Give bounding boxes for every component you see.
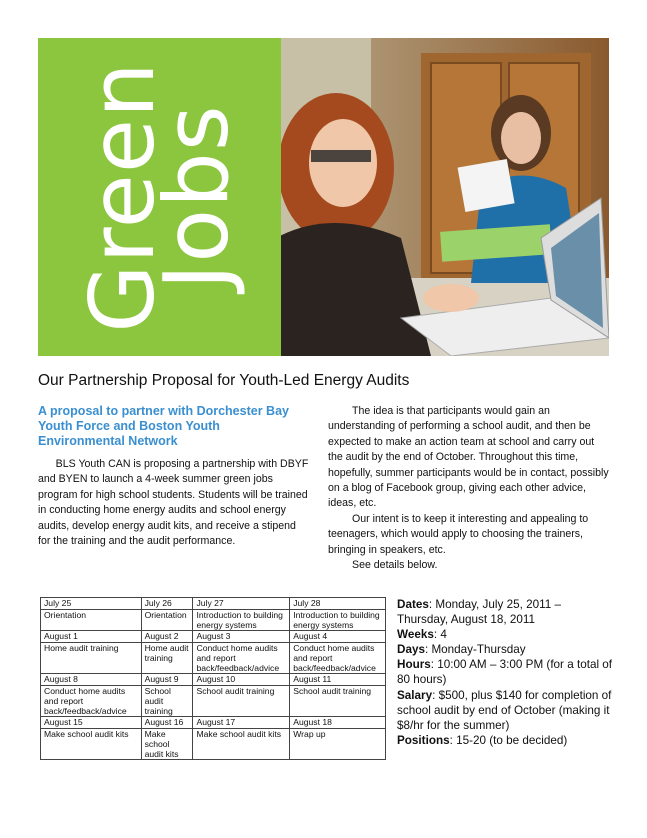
details-dates (397, 597, 615, 627)
table-cell: August 11 (290, 674, 386, 686)
hours-value: : 10:00 AM – 3:00 PM (for a total of 80 hours) (397, 658, 613, 687)
salary-label: Salary (397, 688, 433, 702)
table-cell: July 25 (41, 598, 142, 610)
salary-value: : $500, plus $140 for completion of school audit by end of October (making it $8/hr for the summer) (397, 688, 612, 732)
hero-photo (281, 38, 609, 356)
weeks-value: : 4 (433, 628, 447, 642)
table-cell: August 2 (141, 631, 193, 643)
table-cell: School audit training (193, 686, 290, 717)
table-cell: August 17 (193, 717, 290, 729)
hero-title (70, 61, 248, 333)
table-cell: Conduct home audits and report back/feedback/advice (193, 643, 290, 674)
table-cell: August 1 (41, 631, 142, 643)
table-cell: Introduction to building energy systems (193, 610, 290, 631)
table-cell: August 3 (193, 631, 290, 643)
table-cell: August 9 (141, 674, 193, 686)
program-details (397, 597, 615, 748)
table-cell: Conduct home audits and report back/feedback/advice (290, 643, 386, 674)
proposal-subheading: A proposal to partner with Dorchester Bay Youth Force and Boston Youth Environmental Network (38, 404, 289, 448)
table-cell: Make school audit kits (141, 729, 193, 760)
intent-paragraph: Our intent is to keep it interesting and appealing to teenagers, which would apply to choosing the trainers, bringing in speakers, etc. (328, 512, 589, 556)
page-title: Our Partnership Proposal for Youth-Led Energy Audits (38, 372, 410, 389)
positions-value: : 15-20 (to be decided) (449, 733, 568, 747)
positions-label: Positions (397, 733, 450, 747)
table-cell: August 18 (290, 717, 386, 729)
table-cell: August 15 (41, 717, 142, 729)
table-cell: August 16 (141, 717, 193, 729)
table-cell: Home audit training (141, 643, 193, 674)
details-salary (397, 688, 615, 733)
hero-green-panel (38, 38, 281, 356)
details-weeks (397, 627, 615, 642)
table-row (41, 674, 386, 686)
table-cell: Orientation (41, 610, 142, 631)
table-row (41, 643, 386, 674)
table-cell: Introduction to building energy systems (290, 610, 386, 631)
idea-paragraph: The idea is that participants would gain an understanding of performing a school audit, and then be expected to make an action team at school and carry out the audit by the end of October. Throughout this time, hopefully, summer participants would be in contact, possibly on a blog of Facebook group, giving each other advice, ideas, etc. (328, 405, 609, 510)
table-cell: Make school audit kits (41, 729, 142, 760)
table-row (41, 631, 386, 643)
table-cell: School audit training (290, 686, 386, 717)
table-cell: July 26 (141, 598, 193, 610)
table-cell: Wrap up (290, 729, 386, 760)
table-cell: August 8 (41, 674, 142, 686)
table-row (41, 729, 386, 760)
hero-title-line2: Jobs (144, 104, 248, 290)
table-cell: Home audit training (41, 643, 142, 674)
dates-value: : Monday, July 25, 2011 – Thursday, August 18, 2011 (397, 598, 561, 627)
table-cell: August 10 (193, 674, 290, 686)
table-cell: School audit training (141, 686, 193, 717)
schedule-table (40, 597, 386, 760)
details-positions (397, 733, 615, 748)
table-cell: Conduct home audits and report back/feedback/advice (41, 686, 142, 717)
students-laptop-photo (281, 38, 609, 356)
dates-label: Dates (397, 598, 429, 611)
intro-paragraph-text: BLS Youth CAN is proposing a partnership with DBYF and BYEN to launch a 4-week summer green jobs program for high school students. Students will be trained in conducting home energy audits and school energy audits, develop energy audit kits, and receive a stipend for the training and the audit performance. (38, 458, 309, 548)
hours-label: Hours (397, 658, 431, 672)
days-value: : Monday-Thursday (424, 643, 526, 657)
right-column (328, 404, 610, 573)
table-cell: August 4 (290, 631, 386, 643)
details-hours (397, 657, 615, 687)
table-cell: Orientation (141, 610, 193, 631)
table-row (41, 610, 386, 631)
weeks-label: Weeks (397, 628, 434, 642)
table-cell: July 28 (290, 598, 386, 610)
table-row (41, 717, 386, 729)
intro-paragraph (38, 457, 310, 549)
table-cell: July 27 (193, 598, 290, 610)
table-cell: Make school audit kits (193, 729, 290, 760)
days-label: Days (397, 643, 425, 657)
hero-title-line1: Green (70, 61, 174, 333)
table-row (41, 598, 386, 610)
table-row (41, 686, 386, 717)
see-details-paragraph: See details below. (352, 559, 438, 572)
details-days (397, 642, 615, 657)
